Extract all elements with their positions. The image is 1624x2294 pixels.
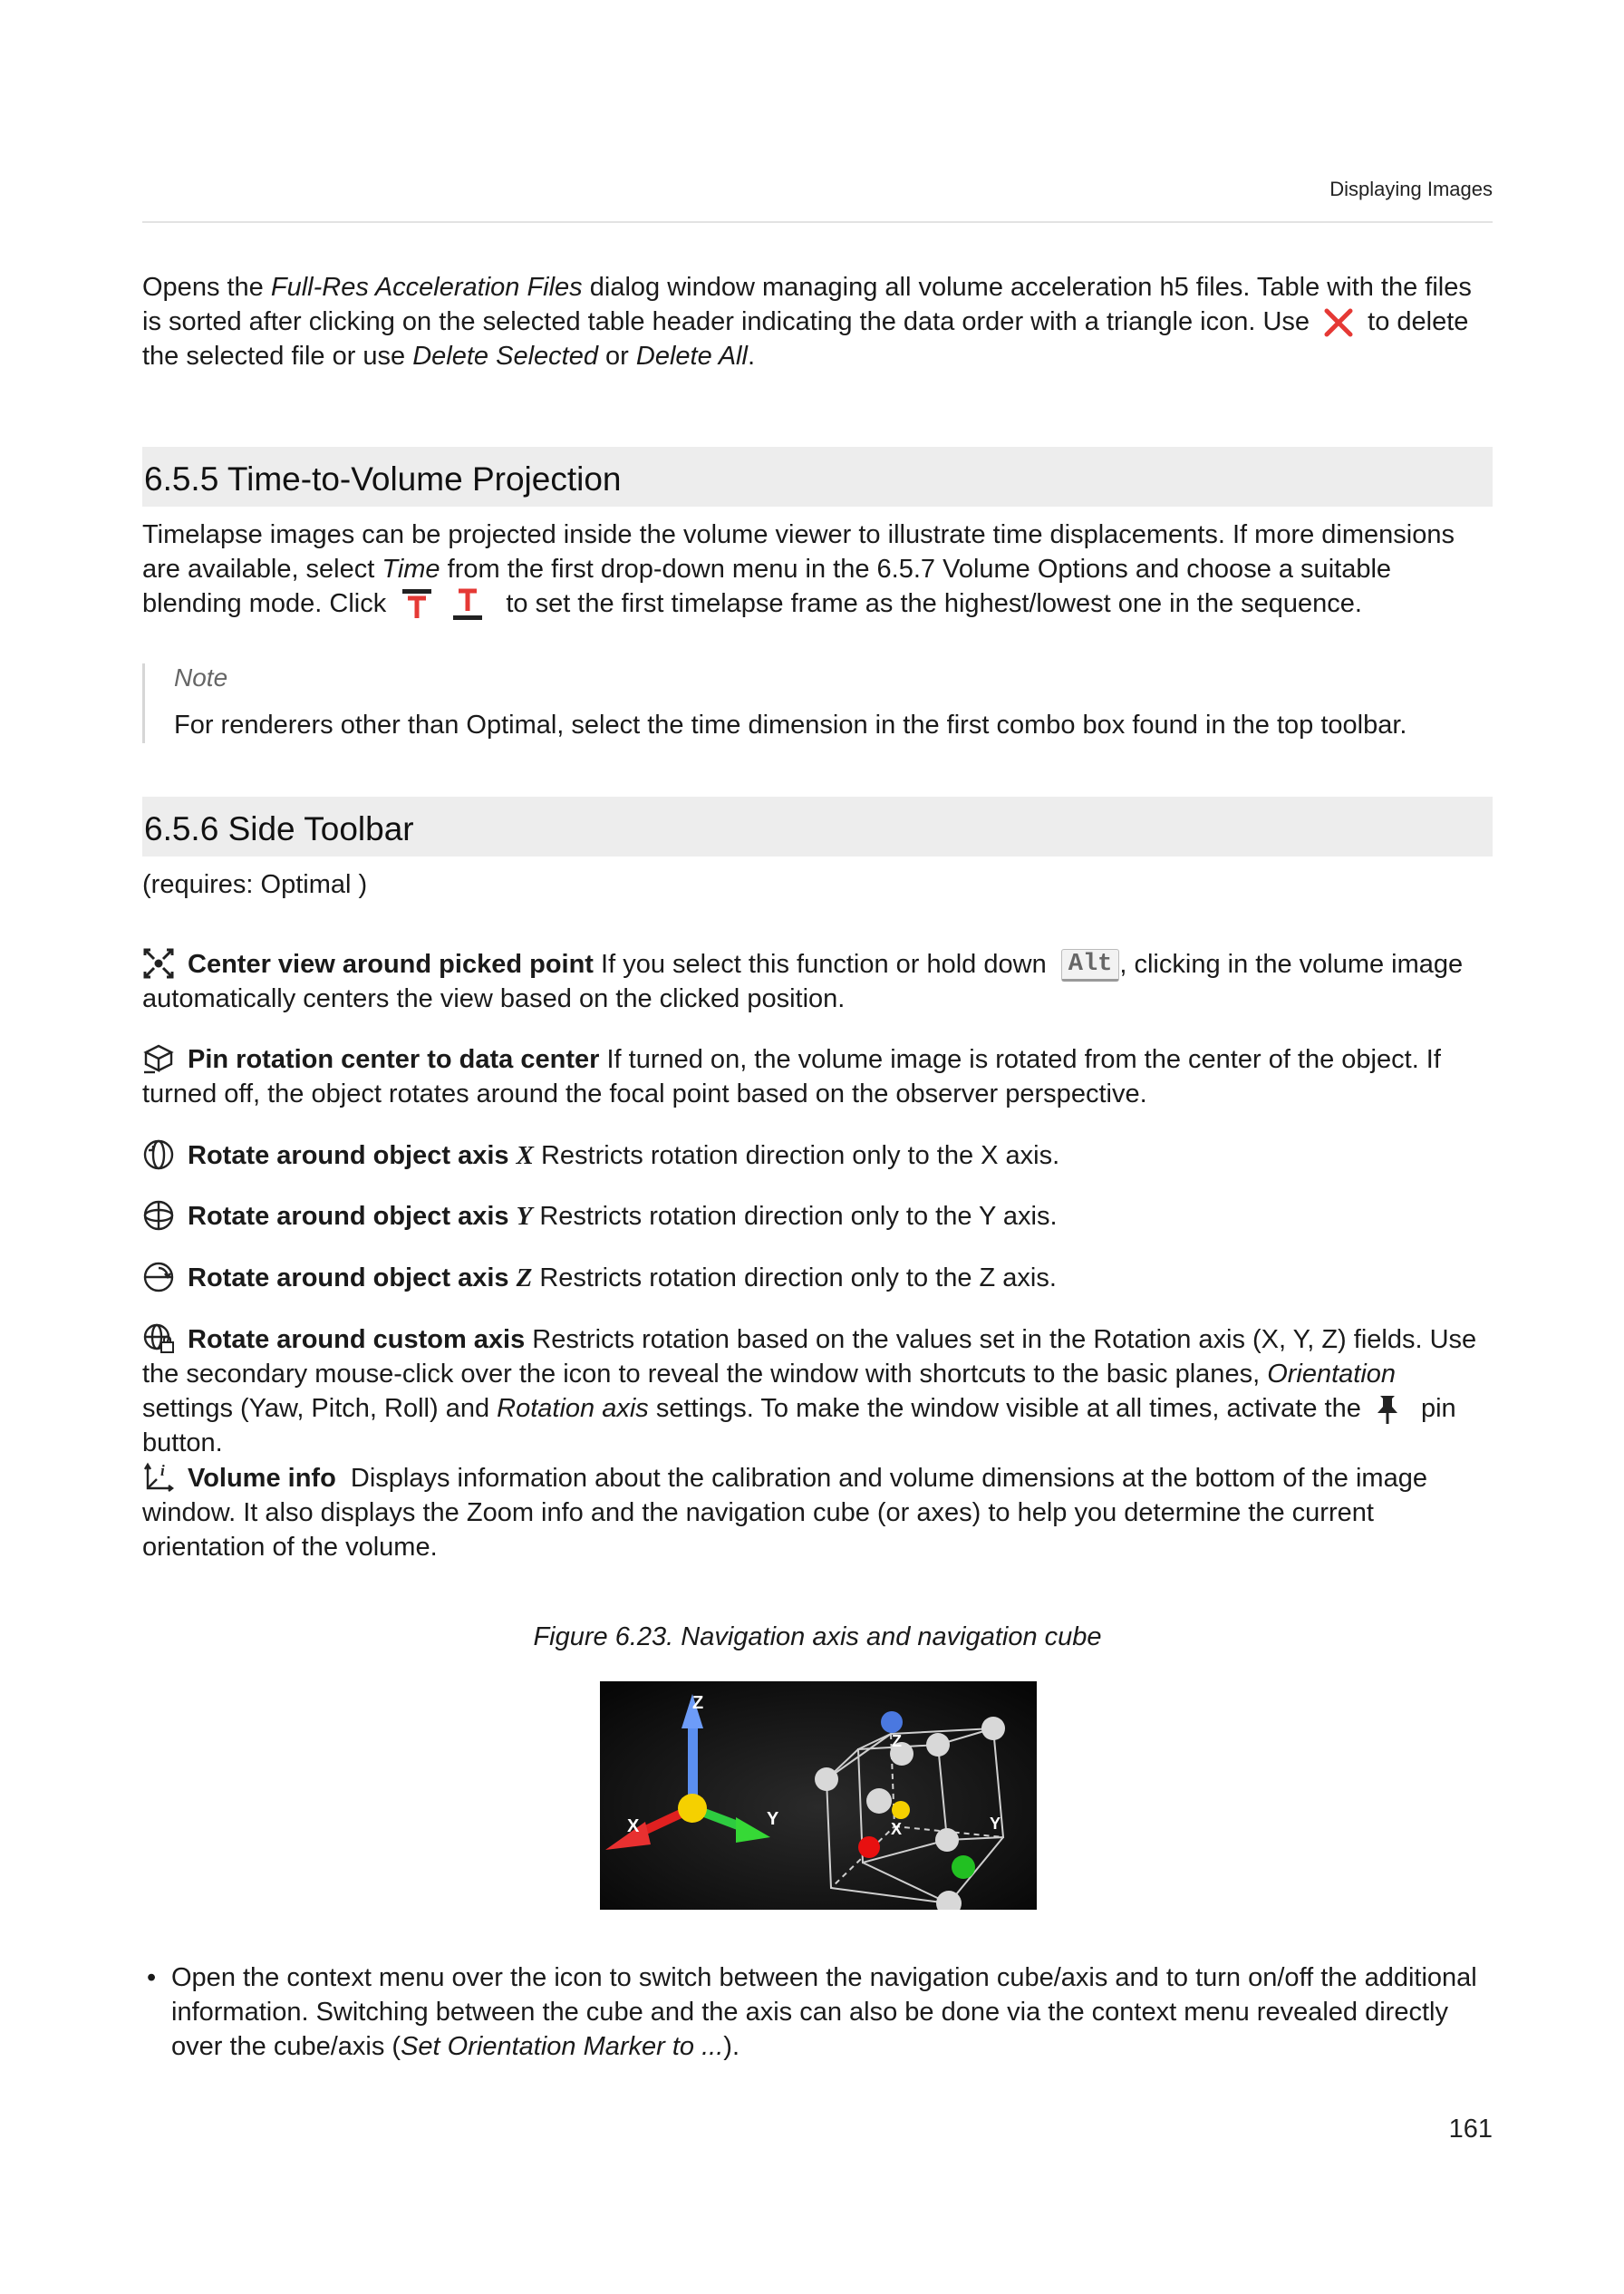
item-text: settings (Yaw, Pitch, Roll) and (142, 1394, 498, 1423)
item-text: settings. To make the window visible at all times, activate the (648, 1394, 1368, 1423)
item-text: pin button. (142, 1394, 1456, 1458)
item-rotate-z (142, 1261, 1493, 1295)
navigation-figure-image (600, 1681, 1037, 1910)
item-custom-axis (142, 1322, 1493, 1460)
item-volume-info (142, 1461, 1493, 1564)
delete-selected-label: Delete Selected (412, 342, 598, 371)
rotate-y-label: Rotate around object axis (188, 1202, 517, 1231)
item-text: Restricts rotation based on the values set in the Rotation axis (X, Y, Z) fields. Use the secondary mouse-click over the icon to reveal the window with shortcuts to the basic planes, (142, 1325, 1477, 1389)
cube-label-x: X (891, 1820, 903, 1838)
rotation-axis-term: Rotation axis (497, 1394, 649, 1423)
running-header: Displaying Images (1329, 178, 1493, 200)
paragraph-text: Timelapse images can be projected inside the volume viewer to illustrate time displacements. If more dimensions are available, select (142, 520, 1455, 584)
axis-label-y: Y (767, 1809, 779, 1829)
bullet-text (171, 1960, 1493, 2064)
note-box (142, 663, 1495, 743)
item-rotate-y (142, 1199, 1493, 1234)
axis-letter: X (516, 1141, 534, 1170)
alt-key: Alt (1061, 949, 1120, 982)
axis-letter: Z (516, 1263, 533, 1292)
item-text: If you select this function or hold down (593, 950, 1054, 979)
item-text: Restricts rotation direction only to the X axis. (533, 1141, 1060, 1170)
volume-info-icon[interactable] (142, 1461, 175, 1494)
item-center-view (142, 947, 1493, 1016)
paragraph-text: from the first drop-down menu in the 6.5.7 Volume Options and choose a suitable blending mode. Click (142, 555, 1392, 618)
orientation-term: Orientation (1267, 1360, 1397, 1389)
axis-label-z: Z (692, 1693, 704, 1713)
section-header-656 (142, 797, 1493, 857)
rotate-x-icon[interactable] (142, 1138, 175, 1171)
item-rotate-x (142, 1138, 1493, 1173)
rotate-y-icon[interactable] (142, 1199, 175, 1232)
intro-text: dialog window managing all volume acceleration h5 files. Table with the files is sorted after clicking on the selected table header indicating the data order with a triangle icon. Use (142, 273, 1472, 336)
figure-caption: Figure 6.23. Navigation axis and navigation cube (533, 1622, 1102, 1651)
highest-frame-icon[interactable] (401, 587, 433, 622)
item-text: If turned on, the volume image is rotated from the center of the object. If turned off, the object rotates around the focal point based on the observer perspective. (142, 1045, 1441, 1108)
item-pin-rotation (142, 1042, 1493, 1111)
custom-axis-label: Rotate around custom axis (188, 1325, 526, 1354)
rotate-z-icon[interactable] (142, 1261, 175, 1293)
axis-letter: Y (516, 1202, 533, 1231)
pin-rotation-label: Pin rotation center to data center (188, 1045, 600, 1074)
paragraph-text: to set the first timelapse frame as the highest/lowest one in the sequence. (498, 589, 1362, 618)
header-divider (142, 221, 1493, 223)
delete-all-label: Delete All (635, 342, 748, 371)
bullet-item (142, 1960, 1493, 2064)
item-text: , clicking in the volume image automatically centers the view based on the clicked position. (142, 950, 1464, 1014)
intro-text: or (597, 342, 636, 371)
section-title: 6.5.6 Side Toolbar (144, 810, 414, 847)
center-view-label: Center view around picked point (188, 950, 594, 979)
intro-text: Opens the (142, 273, 271, 302)
volume-info-label: Volume info (188, 1464, 336, 1493)
note-title: Note (174, 663, 228, 692)
item-text: Restricts rotation direction only to the Z axis. (532, 1263, 1057, 1292)
time-term: Time (382, 555, 440, 584)
intro-text: . (747, 342, 755, 371)
rotate-x-label: Rotate around object axis (188, 1141, 517, 1170)
center-view-icon[interactable] (142, 947, 175, 980)
note-body: For renderers other than Optimal, select the time dimension in the first combo box found in the top toolbar. (174, 711, 1407, 740)
pin-icon[interactable] (1374, 1393, 1401, 1426)
bullet-marker: • (147, 1963, 157, 1992)
intro-dialog-name: Full-Res Acceleration Files (270, 273, 583, 302)
lowest-frame-icon[interactable] (451, 587, 484, 622)
bullet-body: ). (723, 2032, 740, 2061)
item-text: Restricts rotation direction only to the Y axis. (532, 1202, 1058, 1231)
cube-label-z: Z (892, 1732, 902, 1750)
page-number: 161 (1448, 2115, 1493, 2144)
delete-x-icon[interactable] (1322, 307, 1355, 338)
bullet-body: Open the context menu over the icon to switch between the navigation cube/axis and to turn on/off the additional information. Switching between the cube and the axis can also be done via the context menu revealed directly over the cube/axis ( (171, 1963, 1477, 2061)
time-projection-paragraph (142, 518, 1493, 622)
intro-text: to delete the selected file or use (142, 307, 1469, 371)
pin-rotation-center-icon[interactable] (142, 1042, 175, 1075)
set-orientation-marker-term: Set Orientation Marker to ... (401, 2032, 724, 2061)
navigation-figure (600, 1681, 1037, 1910)
svg-text:i: i (160, 1462, 165, 1479)
item-text: Displays information about the calibration and volume dimensions at the bottom of the image window. It also displays the Zoom info and the navigation cube (or axes) to help you determine the current orientation of the volume. (142, 1464, 1436, 1562)
rotate-custom-axis-icon[interactable] (142, 1322, 175, 1355)
section-header-655 (142, 447, 1493, 507)
cube-label-y: Y (990, 1815, 1001, 1833)
requires-line: (requires: Optimal ) (142, 870, 368, 899)
intro-paragraph (142, 270, 1493, 373)
rotate-z-label: Rotate around object axis (188, 1263, 517, 1292)
axis-label-x: X (627, 1816, 640, 1836)
section-title: 6.5.5 Time-to-Volume Projection (144, 460, 622, 498)
